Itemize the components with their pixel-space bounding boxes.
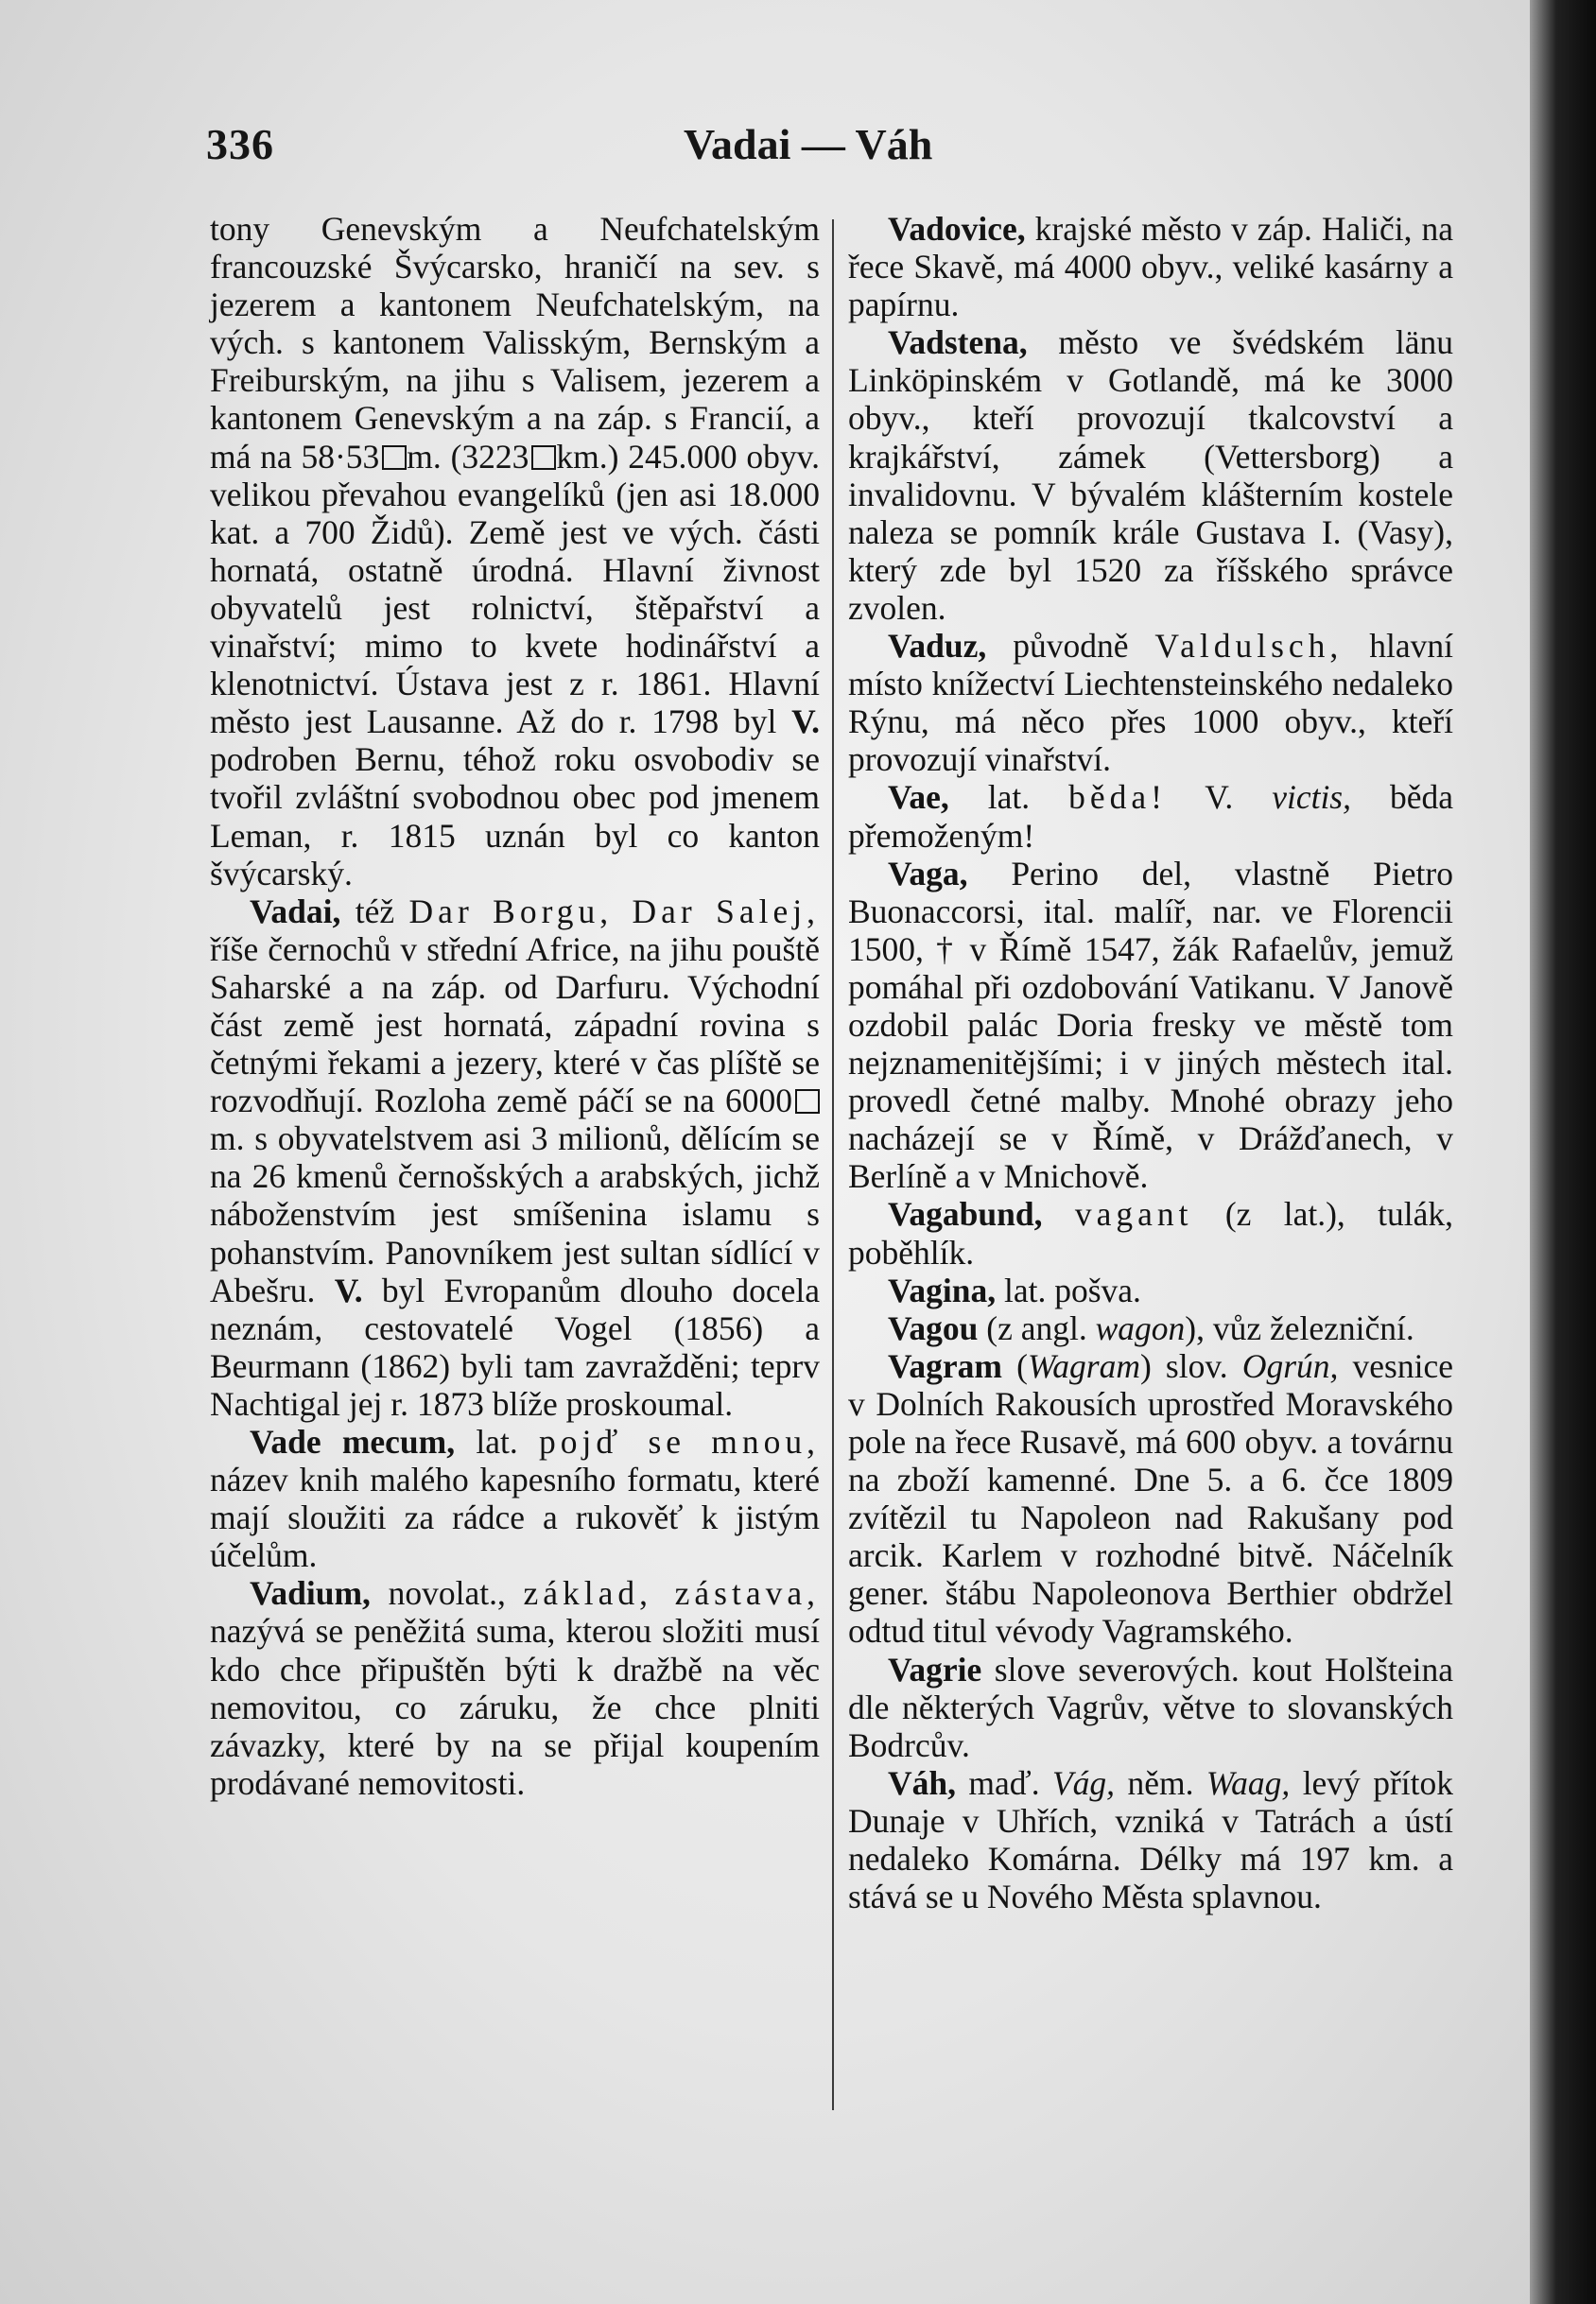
entry-vade-mecum: Vade mecum, lat. pojď se mnou, název knih malého kapesního formatu, které mají sloužiti za rádce a rukověť k jistým účelům. xyxy=(210,1423,821,1575)
page-edge-shadow xyxy=(1530,0,1596,2304)
square-symbol-icon xyxy=(531,445,556,470)
square-symbol-icon xyxy=(795,1089,820,1114)
headword: Vaga, xyxy=(888,854,968,892)
headword: Vagram xyxy=(888,1346,1002,1385)
headword: Vaduz, xyxy=(888,627,987,666)
headword: Vae, xyxy=(888,778,949,817)
right-column xyxy=(848,210,1453,1915)
column-divider xyxy=(832,219,834,2110)
entry-vaga: Vaga, Perino del, vlastně Pietro Buonaccorsi, ital. malíř, nar. ve Florencii 1500, † v Římě 1547, žák Rafaelův, jemuž pomáhal při ozdobování Vatikanu. V Janově ozdobil palác Doria fresky ve městě tom nejznamenitějšími; i v jiných městech ital. provedl četné malby. Mnohé obrazy jeho nacházejí se v Římě, v Drážďanech, v Berlíně a v Mnichově. xyxy=(848,854,1453,1196)
entry-continuation: tony Genevským a Neufchatelským francouzské Švýcarsko, hraničí na sev. s jezerem a kantonem Neufchatelským, na vých. s kantonem Valisským, Bernským a Freiburským, na jihu s Valisem, jezerem a kantonem Genevským a na záp. s Francií, a má na 58·53 m. (3223 km.) 245.000 obyv. velikou převahou evangelíků (jen asi 18.000 kat. a 700 Židů). Země jest ve vých. části hornatá, ostatně úrodná. Hlavní živnost obyvatelů jest rolnictví, štěpařství a vinařství; mimo to kvete hodinářství a klenotnictví. Ústava jest z r. 1861. Hlavní město jest Lausanne. Až do r. 1798 byl V. podroben Bernu, téhož roku osvobodiv se tvořil zvláštní svobodnou obec pod jmenem Leman, r. 1815 uznán byl co kanton švýcarský. xyxy=(210,210,820,892)
entry-vah: Váh, maď. Vág, něm. Waag, levý přítok Dunaje v Uhřích, vzniká v Tatrách a ústí nedaleko Komárna. Délky má 197 km. a stává se u Nového Města splavnou. xyxy=(848,1763,1453,1916)
headword: Vagou xyxy=(888,1308,979,1347)
entry-vadai: Vadai, též Dar Borgu, Dar Salej, říše černochů v střední Africe, na jihu pouště Saharské a na záp. od Darfuru. Východní část země jest hornatá, západní rovina s četnými řekami a jezery, které v čas plíště se rozvodňují. Rozloha země páčí se na 6000m. s obyvatelstvem asi 3 milionů, dělícím se na 26 kmenů černošských a arabských, jichž náboženstvím jest smíšenina islamu s pohanstvím. Panovníkem jest sultan sídlící v Abešru. V. byl Evropanům dlouho docela neznám, cestovatelé Vogel (1856) a Beurmann (1862) byli tam zavražděni; teprv Nachtigal jej r. 1873 blíže proskoumal. xyxy=(210,892,820,1423)
entry-vagou: Vagou (z angl. wagon), vůz železniční. xyxy=(888,1308,1414,1347)
headword: Váh, xyxy=(888,1763,957,1802)
entry-vaduz: Vaduz, původně Valdulsch, hlavní místo knížectví Liechtensteinského nedaleko Rýnu, má něco přes 1000 obyv., kteří provozují vinařství. xyxy=(848,627,1453,779)
headword: Vadstena, xyxy=(888,323,1028,362)
headword: Vadai, xyxy=(250,892,341,930)
entry-vagina: Vagina, lat. pošva. xyxy=(888,1271,1141,1309)
square-symbol-icon xyxy=(382,445,407,470)
page-header xyxy=(206,119,1492,176)
entry-vadstena: Vadstena, město ve švédském länu Linköpinském v Gotlandě, má ke 3000 obyv., kteří provozují tkalcovství a krajkářství, zámek (Vettersborg) a invalidovnu. V bývalém klášterním kostele naleza se pomník krále Gustava I. (Vasy), který zde byl 1520 za říšského správce zvolen. xyxy=(848,323,1453,627)
entry-vagabund: Vagabund, vagant (z lat.), tulák, poběhlík. xyxy=(848,1195,1453,1272)
entry-vagrie: Vagrie slove severových. kout Holšteina dle některých Vagrův, větve to slovanských Bodrcův. xyxy=(848,1650,1453,1764)
entry-vadium: Vadium, novolat., základ, zástava, nazývá se peněžitá suma, kterou složiti musí kdo chce připuštěn býti k dražbě na věc nemovitou, co záruku, že chce plniti závazky, které by na se přijal koupením prodávané nemovitosti. xyxy=(210,1574,820,1802)
headword: Vade mecum, xyxy=(250,1423,456,1461)
running-head: Vadai — Váh xyxy=(684,120,933,168)
headword: Vagrie xyxy=(888,1650,982,1689)
headword: Vagabund, xyxy=(888,1195,1043,1234)
entry-vae: Vae, lat. běda! V. victis, běda přemoženým! xyxy=(848,778,1453,855)
headword: Vadovice, xyxy=(888,210,1026,248)
entry-vagram: Vagram (Wagram) slov. Ogrún, vesnice v Dolních Rakousích uprostřed Moravského pole na řece Rusavě, má 600 obyv. a továrnu na zboží kamenné. Dne 5. a 6. čce 1809 zvítězil tu Napoleon nad Rakušany pod arcik. Karlem v rozhodné bitvě. Náčelník gener. štábu Napoleonova Berthier obdržel odtud titul vévody Vagramského. xyxy=(848,1346,1453,1651)
page-number: 336 xyxy=(206,120,274,168)
headword: Vagina, xyxy=(888,1271,997,1309)
headword: Vadium, xyxy=(250,1574,371,1613)
left-column xyxy=(210,210,820,1802)
entry-vadovice: Vadovice, krajské město v záp. Haliči, na řece Skavě, má 4000 obyv., veliké kasárny a papírnu. xyxy=(848,210,1453,324)
